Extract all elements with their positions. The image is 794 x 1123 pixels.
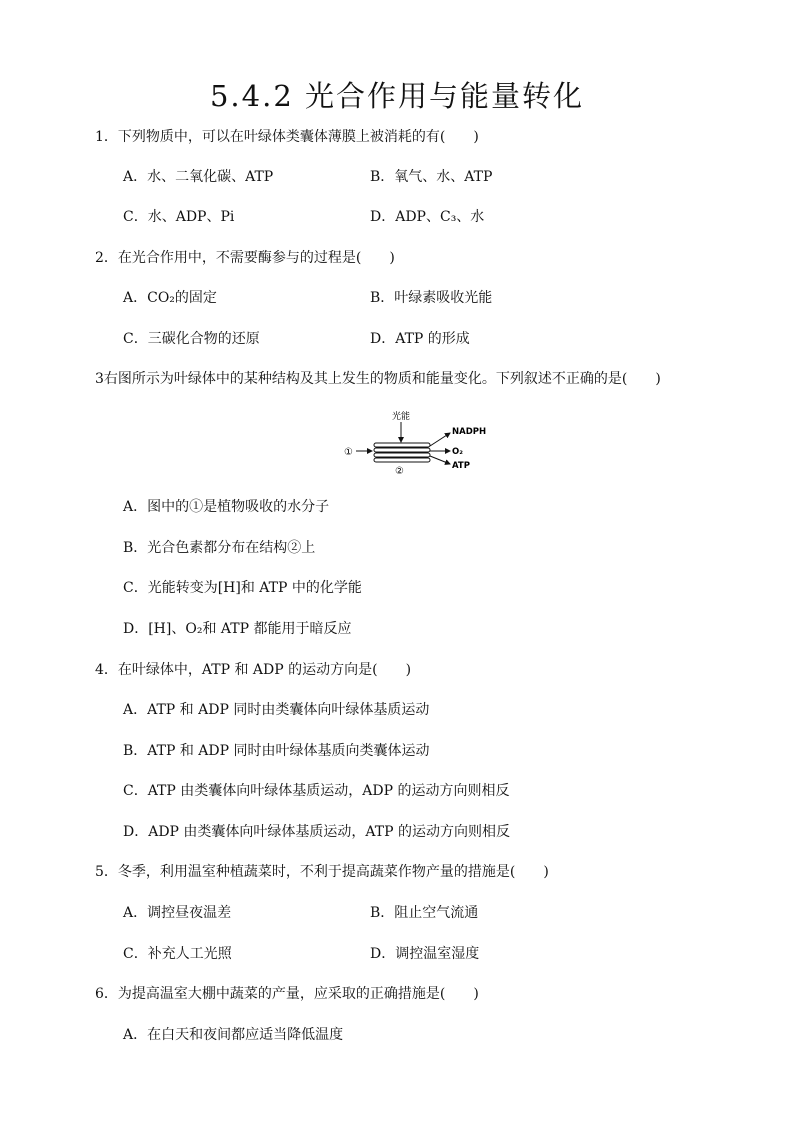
o2-label: O₂ (452, 447, 463, 457)
question-2-stem: 2．在光合作用中，不需要酶参与的过程是( ) (95, 250, 395, 266)
page-title: 5.4.2 光合作用与能量转化 (209, 79, 584, 113)
question-1-option-b: B．氧气、水、ATP (370, 169, 493, 185)
light-energy-label: 光能 (392, 412, 411, 422)
question-3-option-a: A．图中的①是植物吸收的水分子 (123, 499, 330, 515)
question-3-option-c: C．光能转变为[H]和 ATP 中的化学能 (123, 580, 362, 596)
nadph-label: NADPH (452, 427, 487, 437)
question-3-option-d: D．[H]、O₂和 ATP 都能用于暗反应 (123, 621, 352, 637)
question-5-option-a: A．调控昼夜温差 (123, 905, 232, 921)
question-2-option-b: B．叶绿素吸收光能 (370, 290, 493, 306)
question-1-option-d: D．ADP、C₃、水 (370, 209, 485, 225)
question-5-option-b: B．阻止空气流通 (370, 905, 479, 921)
question-5-option-d: D．调控温室湿度 (370, 946, 480, 962)
nadph-arrow (430, 433, 450, 446)
structure-label: ② (395, 466, 404, 477)
question-6-stem: 6．为提高温室大棚中蔬菜的产量，应采取的正确措施是( ) (95, 986, 479, 1002)
thylakoid-stack (374, 443, 430, 462)
question-3-stem: 3右图所示为叶绿体中的某种结构及其上发生的物质和能量变化。下列叙述不正确的是( ) (95, 371, 661, 387)
atp-label: ATP (452, 461, 470, 471)
question-5-stem: 5．冬季，利用温室种植蔬菜时，不利于提高蔬菜作物产量的措施是( ) (95, 864, 549, 880)
question-4-option-a: A．ATP 和 ADP 同时由类囊体向叶绿体基质运动 (123, 702, 430, 718)
question-4-option-b: B．ATP 和 ADP 同时由叶绿体基质向类囊体运动 (123, 743, 430, 759)
question-1-option-a: A．水、二氧化碳、ATP (123, 169, 274, 185)
question-1-stem: 1．下列物质中，可以在叶绿体类囊体薄膜上被消耗的有( ) (95, 129, 479, 145)
question-4-stem: 4．在叶绿体中，ATP 和 ADP 的运动方向是( ) (95, 662, 412, 678)
atp-arrow (430, 456, 450, 464)
question-4-option-c: C．ATP 由类囊体向叶绿体基质运动，ADP 的运动方向则相反 (123, 783, 510, 799)
question-4-option-d: D．ADP 由类囊体向叶绿体基质运动，ATP 的运动方向则相反 (123, 824, 510, 840)
input-label: ① (344, 447, 353, 458)
question-6-option-a: A．在白天和夜间都应适当降低温度 (123, 1027, 344, 1043)
thylakoid-diagram (334, 410, 494, 478)
question-2-option-a: A．CO₂的固定 (123, 290, 217, 306)
question-1-option-c: C．水、ADP、Pi (123, 209, 235, 225)
question-5-option-c: C．补充人工光照 (123, 946, 232, 962)
question-2-option-d: D．ATP 的形成 (370, 331, 470, 347)
question-2-option-c: C．三碳化合物的还原 (123, 331, 260, 347)
question-3-option-b: B．光合色素都分布在结构②上 (123, 540, 316, 556)
